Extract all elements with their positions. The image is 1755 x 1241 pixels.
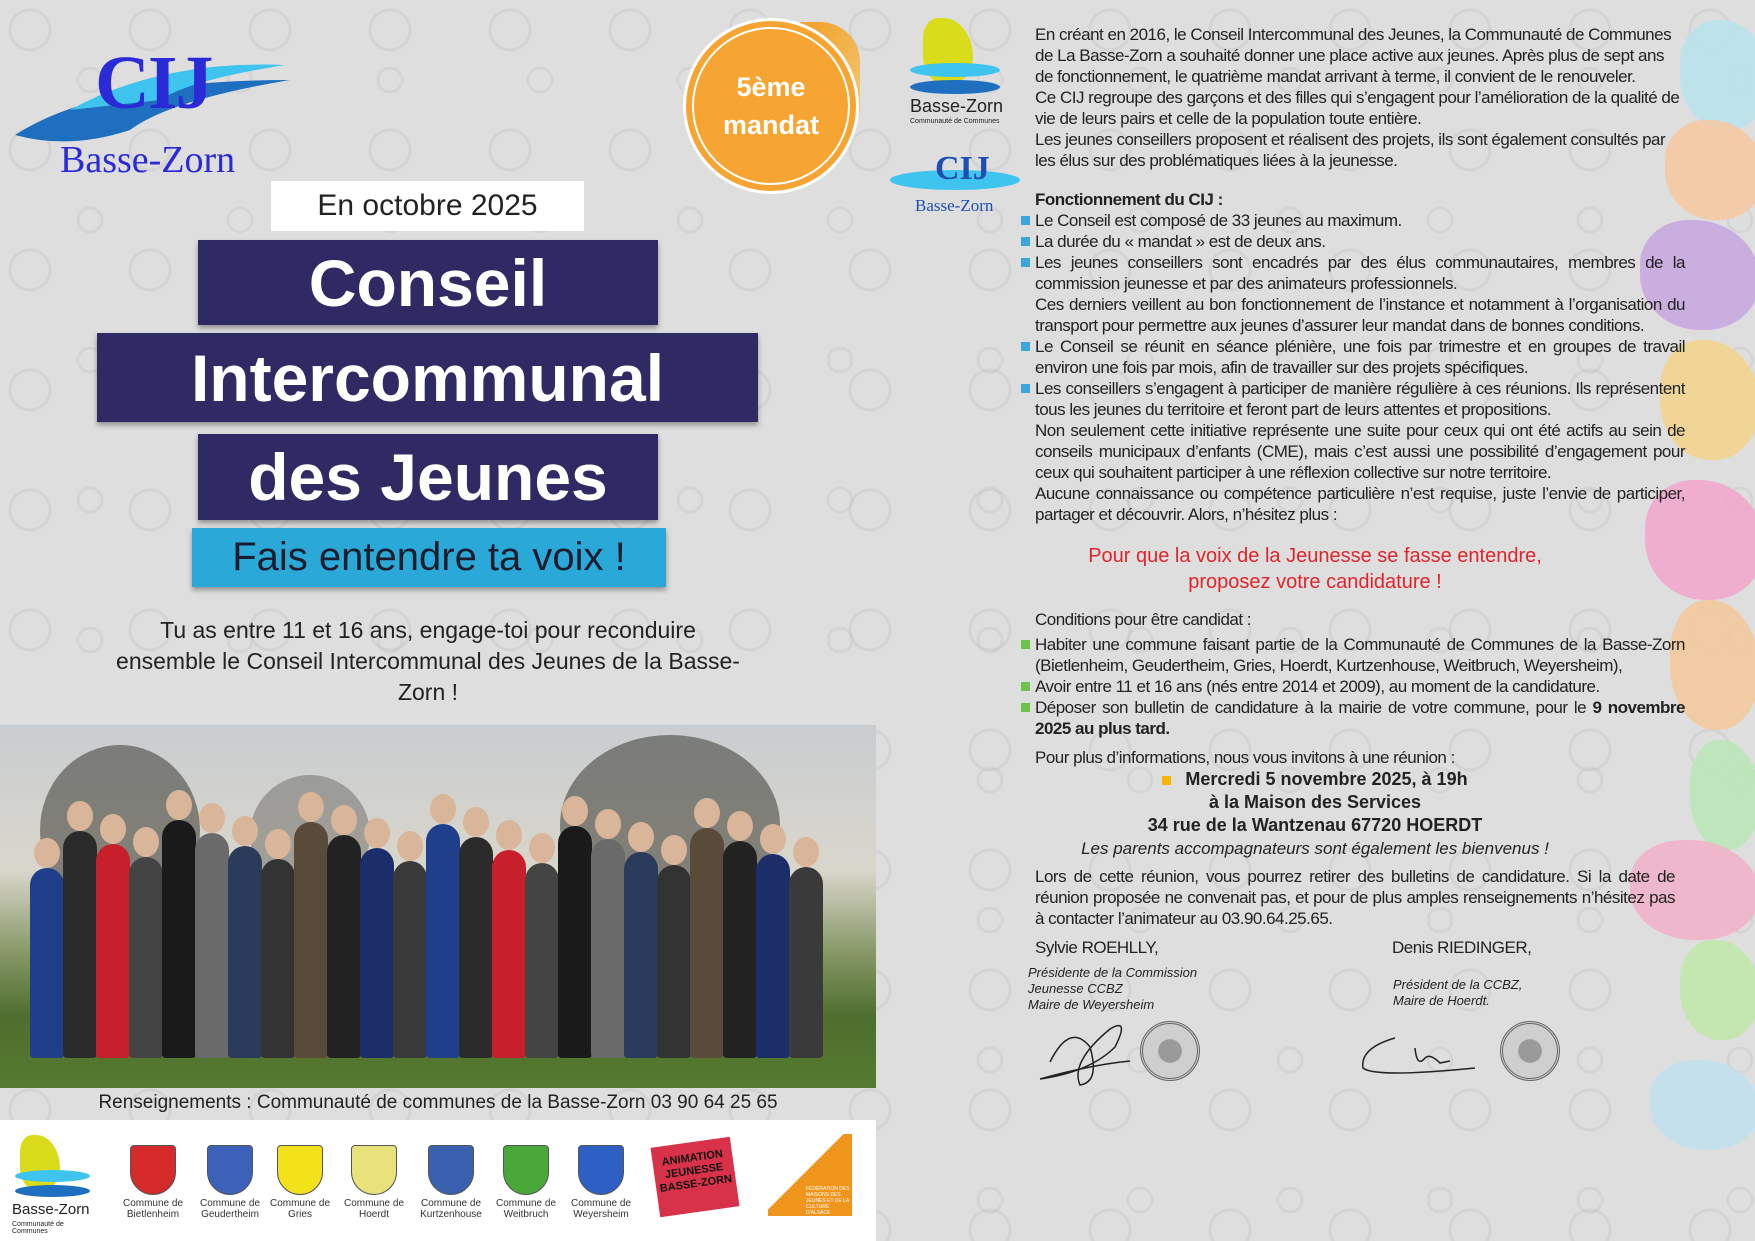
person: [525, 863, 559, 1058]
group-photo: [0, 725, 876, 1088]
cij-logo-right: CIJ Basse-Zorn: [890, 150, 1020, 220]
cij-logo: CIJ Basse-Zorn: [10, 30, 295, 180]
person: [30, 868, 64, 1058]
commune-coat-of-arms: [207, 1145, 253, 1195]
person: [360, 848, 394, 1058]
commune-label: Commune de Bietlenheim: [122, 1198, 184, 1220]
person: [393, 861, 427, 1058]
animation-jeunesse-logo: ANIMATION JEUNESSE BASSE-ZORN: [651, 1137, 740, 1217]
signatory-1-name: Sylvie ROEHLLY,: [1035, 938, 1159, 957]
person: [492, 850, 526, 1058]
signatures: [1028, 937, 1685, 1087]
ccbz-logo-right: Basse-Zorn Communauté de Communes: [905, 18, 1015, 128]
commune-label: Commune de Weitbruch: [495, 1198, 557, 1220]
contact-info: Renseignements : Communauté de communes de la Basse-Zorn 03 90 64 25 65: [98, 1092, 778, 1113]
list-item: Les jeunes conseillers sont encadrés par des élus communautaires, membres de la commission jeunesse et par des animateurs professionnels.: [1035, 253, 1685, 293]
ccbz-logo: Basse-Zorn Communauté de Communes: [10, 1135, 95, 1235]
mandate-sticker: 5ème mandat: [683, 18, 859, 194]
commune-coat-of-arms: [578, 1145, 624, 1195]
conditions-heading: Conditions pour être candidat :: [1035, 610, 1252, 629]
commune-coat-of-arms: [503, 1145, 549, 1195]
person: [129, 857, 163, 1058]
person: [690, 828, 724, 1058]
person: [459, 837, 493, 1058]
person: [228, 846, 262, 1058]
conditions: [1035, 609, 1685, 739]
title-line-1: Conseil: [198, 240, 658, 325]
signature-2: [1355, 1023, 1485, 1083]
person: [426, 824, 460, 1058]
person: [591, 839, 625, 1058]
slogan: Fais entendre ta voix !: [192, 528, 666, 587]
signatory-2-role: Président de la CCBZ, Maire de Hoerdt.: [1393, 977, 1523, 1008]
list-item: Non seulement cette initiative représente une suite pour ceux qui ont été actifs au sein de conseils municipaux d’enfants (CME), mais c’est aussi une possibilité d’engagement pour ceux qui souhaitent participer à une réflexion collective sur notre territoire.: [1035, 421, 1685, 482]
person: [63, 831, 97, 1058]
partner-logos: [0, 1120, 876, 1241]
list-item: Avoir entre 11 et 16 ans (nés entre 2014 et 2009), au moment de la candidature.: [1035, 676, 1685, 697]
call-to-action: Pour que la voix de la Jeunesse se fasse entendre, proposez votre candidature !: [1088, 545, 1542, 593]
list-item: Aucune connaissance ou compétence particulière n’est requise, juste l’envie de participer, partager et découvrir. Alors, n’hésitez plus :: [1035, 484, 1685, 524]
person: [657, 865, 691, 1058]
person: [327, 835, 361, 1058]
title-line-2: Intercommunal: [97, 333, 758, 422]
intro-text: Tu as entre 11 et 16 ans, engage-toi pour reconduire ensemble le Conseil Intercommunal des Jeunes de la Basse-Zorn !: [116, 617, 740, 705]
title-line-3: des Jeunes: [198, 434, 658, 520]
seal-icon: [1500, 1021, 1560, 1081]
list-item: Déposer son bulletin de candidature à la mairie de votre commune, pour le 9 novembre 2025 au plus tard.: [1035, 698, 1685, 738]
commune-label: Commune de Geudertheim: [199, 1198, 261, 1220]
functioning-heading: Fonctionnement du CIJ :: [1035, 190, 1223, 209]
commune-label: Commune de Hoerdt: [343, 1198, 405, 1220]
person: [96, 844, 130, 1058]
commune-coat-of-arms: [130, 1145, 176, 1195]
list-item: Ces derniers veillent au bon fonctionnement de l’instance et notamment à l’organisation du transport pour permettre aux jeunes d’assurer leur mandat dans de bonnes conditions.: [1035, 295, 1685, 335]
bullet-icon: [1162, 776, 1171, 785]
commune-label: Commune de Kurtzenhouse: [420, 1198, 482, 1220]
fmjc-logo: FÉDÉRATION DES MAISONS DES JEUNES ET DE LA CULTURE D'ALSACE: [768, 1134, 852, 1216]
person: [162, 820, 196, 1058]
meeting-info: Lors de cette réunion, vous pourrez retirer des bulletins de candidature. Si la date de réunion proposée ne convenait pas, et pour de plus amples renseignements n’hésitez pas à contacter l’animateur au 03.90.64.25.65.: [1035, 867, 1675, 928]
person: [195, 833, 229, 1058]
person: [789, 867, 823, 1058]
commune-label: Commune de Weyersheim: [570, 1198, 632, 1220]
right-column: [1028, 24, 1685, 1087]
person: [261, 859, 295, 1058]
list-item: La durée du « mandat » est de deux ans.: [1035, 231, 1685, 252]
person: [558, 826, 592, 1058]
signature-1: [1030, 1017, 1140, 1087]
list-item: Habiter une commune faisant partie de la Communauté de Communes de la Basse-Zorn (Bietlenheim, Geudertheim, Gries, Hoerdt, Kurtzenhouse, Weitbruch, Weyersheim),: [1035, 635, 1685, 675]
signatory-1-role: Présidente de la Commission Jeunesse CCBZ Maire de Weyersheim: [1028, 965, 1198, 1012]
commune-label: Commune de Gries: [269, 1198, 331, 1220]
date-label: En octobre 2025: [271, 181, 584, 231]
person: [294, 822, 328, 1058]
seal-icon: [1140, 1021, 1200, 1081]
commune-coat-of-arms: [428, 1145, 474, 1195]
person: [756, 854, 790, 1058]
functioning-list: [1035, 210, 1685, 525]
signatory-2-name: Denis RIEDINGER,: [1392, 938, 1532, 957]
commune-coat-of-arms: [277, 1145, 323, 1195]
list-item: Les conseillers s’engagent à participer de manière régulière à ces réunions. Ils représentent tous les jeunes du territoire et feront part de leurs attentes et propositions.: [1035, 379, 1685, 419]
person: [624, 852, 658, 1058]
person: [723, 841, 757, 1058]
intro-paragraphs: En créant en 2016, le Conseil Intercommunal des Jeunes, la Communauté de Communes de La Basse-Zorn a souhaité donner une place active aux jeunes. Après plus de sept ans de fonctionnement, le quatrième mandat arrivant à terme, il convient de le renouveler. Ce CIJ regroupe des garçons et des filles qui s’engagent pour l’amélioration de la qualité de vie de leurs pairs et celle de la population toute entière. Les jeunes conseillers proposent et réalisent des projets, ils sont également consultés par les élus sur des problématiques liées à la jeunesse.: [1035, 25, 1680, 170]
meeting-details: Mercredi 5 novembre 2025, à 19h à la Maison des Services 34 rue de la Wantzenau 67720 HOERDT Les parents accompagnateurs sont également les bienvenus !: [1081, 769, 1549, 858]
list-item: Le Conseil est composé de 33 jeunes au maximum.: [1035, 210, 1685, 231]
list-item: Le Conseil se réunit en séance plénière, une fois par trimestre et en groupes de travail environ une fois par mois, afin de travailler sur des projets spécifiques.: [1035, 337, 1685, 377]
meeting-intro: Pour plus d’informations, nous vous invitons à une réunion :: [1035, 748, 1455, 767]
commune-coat-of-arms: [351, 1145, 397, 1195]
